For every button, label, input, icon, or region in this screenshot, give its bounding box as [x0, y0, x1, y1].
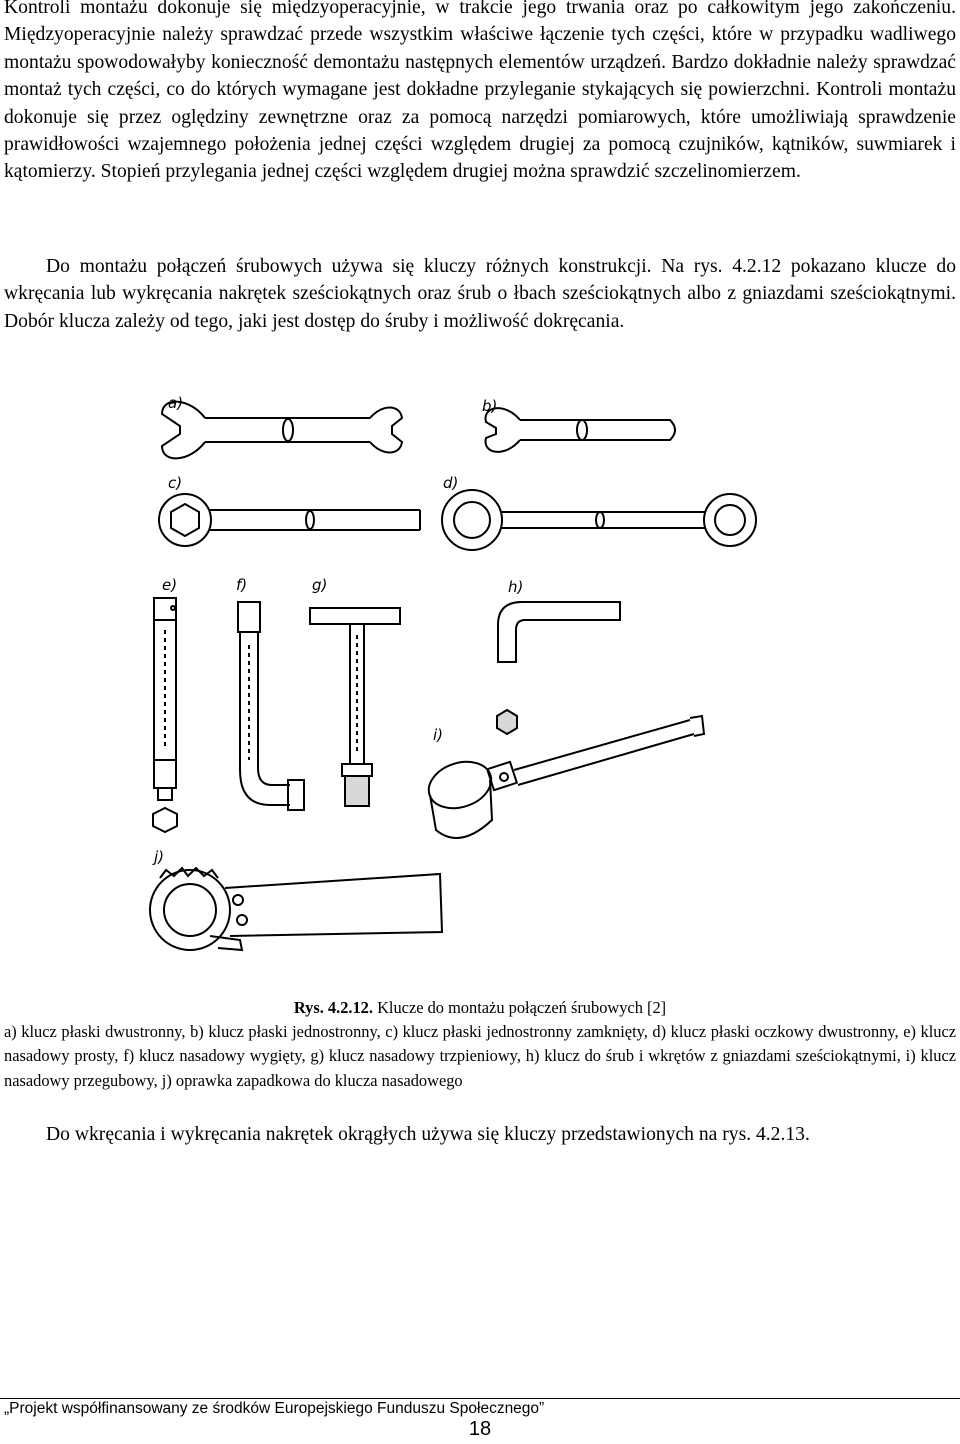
figure-label-j: j) — [154, 848, 165, 866]
double-box-end-wrench-drawing — [442, 490, 756, 550]
straight-socket-wrench-drawing — [153, 598, 177, 832]
figure-caption — [4, 996, 956, 1093]
caption-title: Klucze do montażu połączeń śrubowych [2] — [377, 998, 667, 1017]
caption-body: a) klucz płaski dwustronny, b) klucz płaski jednostronny, c) klucz płaski jednostronny zamknięty, d) klucz płaski oczkowy dwustronny, e) klucz nasadowy prosty, f) klucz nasadowy wygięty, g) klucz nasadowy trzpieniowy, h) klucz do śrub i wkrętów z gniazdami sześciokątnymi, i) klucz nasadowy przegubowy, j) oprawka zapadkowa do klucza nasadowego — [4, 1022, 956, 1090]
figure-wrenches — [130, 380, 960, 990]
figure-label-g: g) — [312, 576, 328, 594]
hex-key-drawing — [497, 602, 620, 734]
paragraph-round-nuts — [4, 1121, 956, 1148]
paragraph-text: Do wkręcania i wykręcania nakrętek okrągłych używa się kluczy przedstawionych na rys. 4.2.13. — [46, 1124, 810, 1145]
universal-socket-wrench-drawing — [423, 716, 704, 838]
paragraph-text: Kontroli montażu dokonuje się międzyoperacyjnie, w trakcie jego trwania oraz po całkowitym jego zakończeniu. Międzyoperacyjnie należy sprawdzać przede wszystkim właściwe łączenie tych części, które w przypadku wadliwego montażu spowodowałyby konieczność demontażu następnych elementów urządzeń. Bardzo dokładnie należy sprawdzać montaż tych części, co do których wymagane jest dokładne przyleganie stykających się powierzchni. Kontroli montażu dokonuje się przez oględziny zewnętrzne oraz za pomocą narzędzi pomiarowych, które umożliwiają sprawdzenie prawidłowości wzajemnego położenia jednej części względem drugiej za pomocą czujników, kątników, suwmiarek i kątomierzy. Stopień przylegania jednej części względem drugiej można sprawdzić szczelinomierzem. — [4, 0, 956, 183]
figure-label-b: b) — [482, 397, 498, 415]
figure-label-e: e) — [162, 576, 178, 594]
figure-label-f: f) — [236, 576, 248, 594]
double-open-end-wrench-drawing — [162, 402, 402, 459]
bent-socket-wrench-drawing — [238, 602, 304, 810]
footer-divider — [0, 1398, 960, 1399]
closed-single-end-wrench-drawing — [159, 494, 420, 546]
t-handle-socket-wrench-drawing — [310, 608, 400, 806]
paragraph-bolt-wrenches — [4, 253, 956, 335]
caption-reference: Rys. 4.2.12. — [293, 998, 373, 1017]
figure-label-i: i) — [433, 726, 444, 744]
ratchet-handle-drawing — [150, 868, 442, 950]
figure-label-a: a) — [168, 394, 184, 412]
figure-label-d: d) — [443, 474, 459, 492]
figure-label-c: c) — [168, 474, 183, 492]
footer-text: „Projekt współfinansowany ze środków Europejskiego Funduszu Społecznego” — [4, 1400, 545, 1417]
page-number: 18 — [468, 1418, 492, 1440]
single-open-end-wrench-drawing — [486, 408, 675, 452]
paragraph-text: Do montażu połączeń śrubowych używa się kluczy różnych konstrukcji. Na rys. 4.2.12 pokazano klucze do wkręcania lub wykręcania nakrętek sześciokątnych oraz śrub o łbach sześciokątnych albo z gniazdami sześciokątnymi. Dobór klucza zależy od tego, jaki jest dostęp do śruby i możliwość dokręcania. — [4, 256, 956, 332]
figure-label-h: h) — [508, 578, 524, 596]
paragraph-montage-control — [4, 0, 956, 186]
